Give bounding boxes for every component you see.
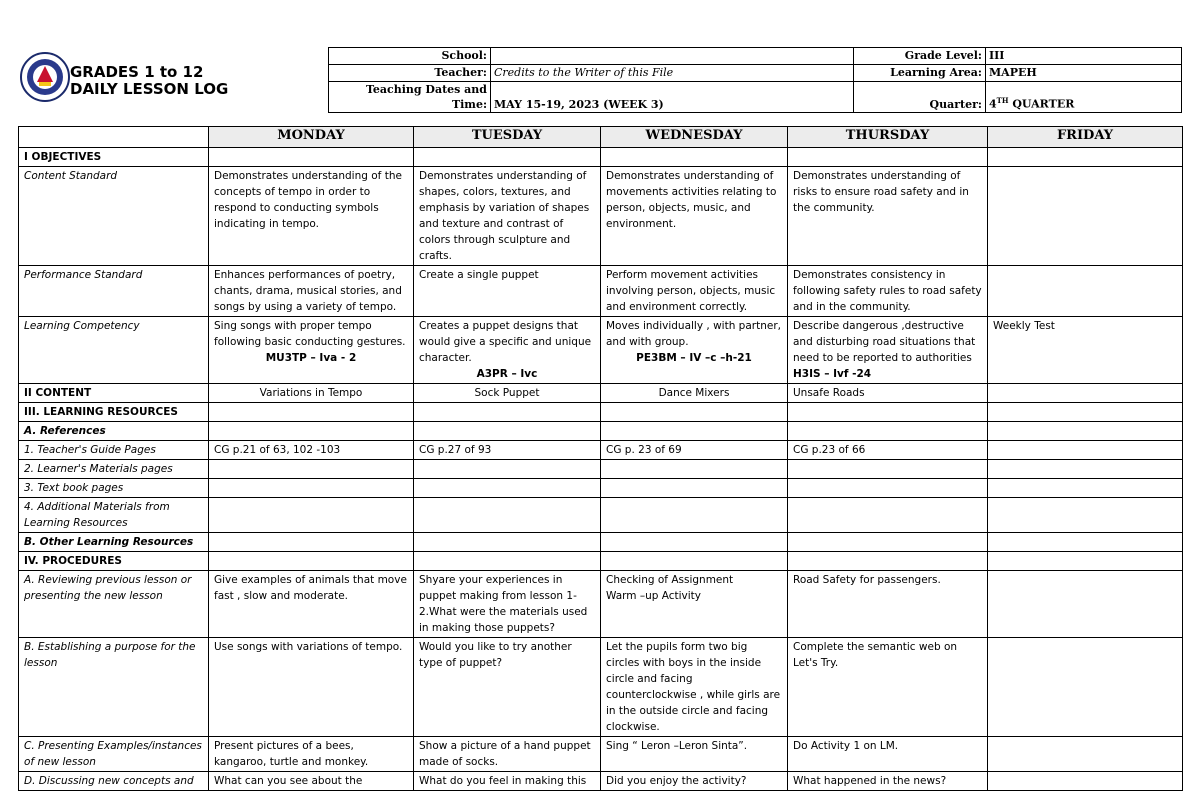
competency-code: PE3BM – IV –c –h-21	[636, 352, 752, 364]
competency-text: Creates a puppet designs that would give a specific and unique character.	[419, 320, 592, 364]
procedure-b-monday: Use songs with variations of tempo.	[209, 638, 414, 737]
procedure-a-monday: Give examples of animals that move fast , slow and moderate.	[209, 571, 414, 638]
procedure-b-thursday: Complete the semantic web on Let's Try.	[788, 638, 988, 737]
performance-standard-friday	[988, 266, 1183, 317]
procedure-c-thursday: Do Activity 1 on LM.	[788, 737, 988, 772]
performance-standard-thursday: Demonstrates consistency in following safety rules to road safety and in the community.	[788, 266, 988, 317]
procedure-c-friday	[988, 737, 1183, 772]
competency-text: Moves individually , with partner, and with group.	[606, 320, 781, 348]
procedure-d-friday	[988, 772, 1183, 791]
quarter-suffix: QUARTER	[1008, 98, 1075, 111]
quarter-superscript: TH	[996, 96, 1009, 106]
section-content: II CONTENT	[19, 384, 209, 403]
content-standard-wednesday: Demonstrates understanding of movements activities relating to person, objects, music, and environment.	[601, 167, 788, 266]
procedure-a-wednesday-line2: Warm –up Activity	[606, 590, 702, 602]
table-row	[19, 317, 1183, 384]
section-learning-resources: III. LEARNING RESOURCES	[19, 403, 209, 422]
teaching-dates-label-line1: Teaching Dates and	[365, 83, 487, 96]
document-title	[70, 64, 228, 98]
table-row	[19, 403, 1183, 422]
teachers-guide-wednesday: CG p. 23 of 69	[601, 441, 788, 460]
teachers-guide-friday	[988, 441, 1183, 460]
section-objectives: I OBJECTIVES	[19, 148, 209, 167]
procedure-b-wednesday: Let the pupils form two big circles with boys in the inside circle and facing counterclockwise , while girls are in the outside circle and facing clockwise.	[601, 638, 788, 737]
learning-competency-friday: Weekly Test	[988, 317, 1183, 384]
learning-competency-tuesday	[414, 317, 601, 384]
row-label-textbook: 3. Text book pages	[19, 479, 209, 498]
content-standard-friday	[988, 167, 1183, 266]
teacher-label: Teacher:	[329, 65, 491, 82]
performance-standard-wednesday: Perform movement activities involving person, objects, music and environment correctly.	[601, 266, 788, 317]
quarter-label: Quarter:	[854, 82, 986, 113]
row-label-procedure-a: A. Reviewing previous lesson or presenting the new lesson	[19, 571, 209, 638]
day-header-monday: MONDAY	[209, 127, 414, 148]
learning-area-value: MAPEH	[986, 65, 1182, 82]
row-label-additional-materials: 4. Additional Materials from Learning Resources	[19, 498, 209, 533]
procedure-d-wednesday: Did you enjoy the activity?	[601, 772, 788, 791]
learning-competency-monday	[209, 317, 414, 384]
table-row	[19, 441, 1183, 460]
teachers-guide-tuesday: CG p.27 of 93	[414, 441, 601, 460]
school-label: School:	[329, 48, 491, 65]
competency-text: Sing songs with proper tempo following basic conducting gestures.	[214, 320, 406, 348]
row-label-content-standard: Content Standard	[19, 167, 209, 266]
quarter-number: 4	[989, 98, 997, 111]
procedure-b-tuesday: Would you like to try another type of puppet?	[414, 638, 601, 737]
row-label-learning-competency: Learning Competency	[19, 317, 209, 384]
procedure-c-wednesday: Sing “ Leron –Leron Sinta”.	[601, 737, 788, 772]
teaching-dates-label	[329, 82, 491, 113]
procedure-a-friday	[988, 571, 1183, 638]
table-row	[19, 772, 1183, 791]
procedure-d-monday: What can you see about the	[209, 772, 414, 791]
section-procedures: IV. PROCEDURES	[19, 552, 209, 571]
competency-code: H3IS – Ivf -24	[793, 368, 872, 380]
table-row	[19, 167, 1183, 266]
title-line-1: GRADES 1 to 12	[70, 63, 204, 81]
table-row	[19, 148, 1183, 167]
row-label-learners-materials: 2. Learner's Materials pages	[19, 460, 209, 479]
day-header-friday: FRIDAY	[988, 127, 1183, 148]
content-standard-tuesday: Demonstrates understanding of shapes, colors, textures, and emphasis by variation of shapes and texture and contrast of colors through sculpture and crafts.	[414, 167, 601, 266]
content-wednesday: Dance Mixers	[601, 384, 788, 403]
section-references: A. References	[19, 422, 209, 441]
row-label-procedure-c: C. Presenting Examples/instances of new lesson	[19, 737, 209, 772]
procedure-a-wednesday-line1: Checking of Assignment	[606, 574, 734, 586]
quarter-value	[986, 82, 1182, 113]
table-row	[19, 571, 1183, 638]
performance-standard-tuesday: Create a single puppet	[414, 266, 601, 317]
school-value	[491, 48, 854, 65]
content-friday	[988, 384, 1183, 403]
lesson-log-table	[18, 126, 1183, 791]
teachers-guide-thursday: CG p.23 of 66	[788, 441, 988, 460]
deped-seal-logo	[20, 52, 70, 102]
procedure-c-monday: Present pictures of a bees, kangaroo, turtle and monkey.	[209, 737, 414, 772]
corner-cell	[19, 127, 209, 148]
table-row	[19, 552, 1183, 571]
day-header-wednesday: WEDNESDAY	[601, 127, 788, 148]
grade-level-value: III	[986, 48, 1182, 65]
table-row	[19, 737, 1183, 772]
content-thursday: Unsafe Roads	[788, 384, 988, 403]
procedure-d-tuesday: What do you feel in making this	[414, 772, 601, 791]
procedure-c-tuesday: Show a picture of a hand puppet made of socks.	[414, 737, 601, 772]
competency-code: A3PR – Ivc	[476, 368, 538, 380]
day-header-tuesday: TUESDAY	[414, 127, 601, 148]
content-monday: Variations in Tempo	[209, 384, 414, 403]
learning-competency-wednesday	[601, 317, 788, 384]
table-row	[19, 384, 1183, 403]
content-standard-monday: Demonstrates understanding of the concepts of tempo in order to respond to conducting symbols indicating in tempo.	[209, 167, 414, 266]
title-line-2: DAILY LESSON LOG	[70, 80, 229, 98]
competency-text: Describe dangerous ,destructive and disturbing road situations that need to be reported to authorities	[793, 320, 976, 364]
competency-code: MU3TP – Iva - 2	[265, 352, 357, 364]
learning-area-label: Learning Area:	[854, 65, 986, 82]
grade-level-label: Grade Level:	[854, 48, 986, 65]
row-label-procedure-b: B. Establishing a purpose for the lesson	[19, 638, 209, 737]
table-row	[19, 422, 1183, 441]
table-row	[19, 498, 1183, 533]
table-row	[19, 266, 1183, 317]
procedure-d-thursday: What happened in the news?	[788, 772, 988, 791]
teacher-value: Credits to the Writer of this File	[491, 65, 854, 82]
table-row	[19, 638, 1183, 737]
procedure-b-friday	[988, 638, 1183, 737]
performance-standard-monday: Enhances performances of poetry, chants, drama, musical stories, and songs by using a variety of tempo.	[209, 266, 414, 317]
row-label-teachers-guide: 1. Teacher's Guide Pages	[19, 441, 209, 460]
content-tuesday: Sock Puppet	[414, 384, 601, 403]
row-label-procedure-d: D. Discussing new concepts and	[19, 772, 209, 791]
procedure-a-wednesday	[601, 571, 788, 638]
table-row	[19, 479, 1183, 498]
teaching-dates-label-line2: Time:	[451, 98, 487, 111]
procedure-a-thursday: Road Safety for passengers.	[788, 571, 988, 638]
procedure-a-tuesday: Shyare your experiences in puppet making from lesson 1-2.What were the materials used in making those puppets?	[414, 571, 601, 638]
table-row	[19, 460, 1183, 479]
content-standard-thursday: Demonstrates understanding of risks to ensure road safety and in the community.	[788, 167, 988, 266]
table-row	[19, 533, 1183, 552]
section-other-resources: B. Other Learning Resources	[19, 533, 209, 552]
learning-competency-thursday	[788, 317, 988, 384]
teachers-guide-monday: CG p.21 of 63, 102 -103	[209, 441, 414, 460]
header-info-table	[328, 47, 1182, 113]
teaching-dates-value: MAY 15-19, 2023 (WEEK 3)	[491, 82, 854, 113]
row-label-performance-standard: Performance Standard	[19, 266, 209, 317]
day-header-thursday: THURSDAY	[788, 127, 988, 148]
